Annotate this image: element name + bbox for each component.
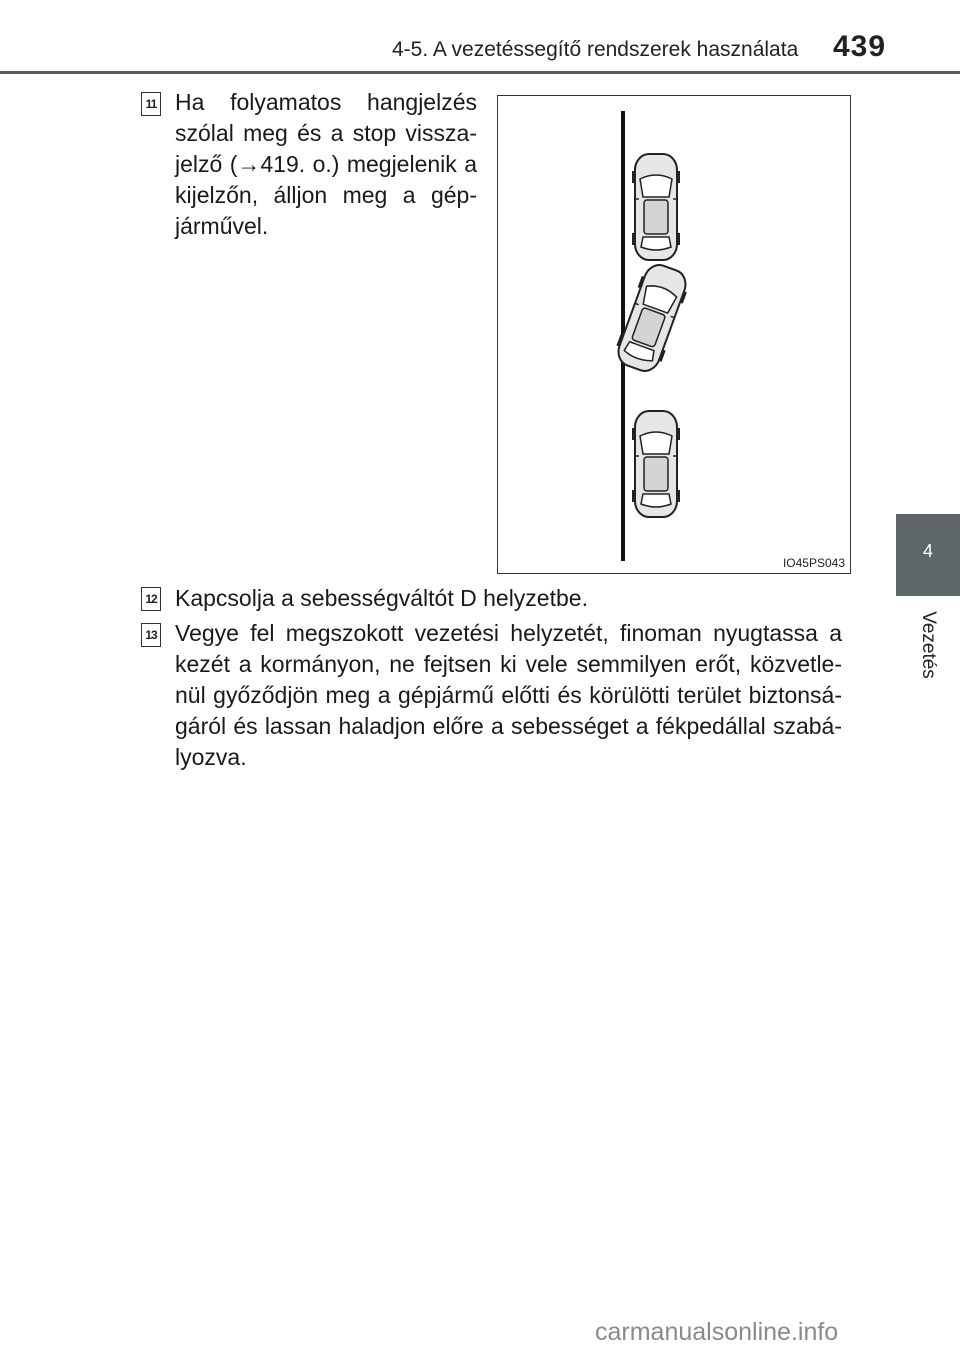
step-number-badge: 12: [141, 587, 161, 611]
section-title: 4-5. A vezetéssegítő rendszerek használata: [392, 38, 799, 61]
car-front: [632, 154, 680, 260]
figure-code: IO45PS043: [782, 556, 845, 570]
step-number-badge: 11: [141, 92, 161, 116]
car-rear: [632, 411, 680, 517]
chapter-tab[interactable]: 4: [896, 514, 960, 596]
step-text: Ha folyamatos hangjelzés szólal meg és a stop vissza-jelző (→419. o.) megjelenik a kijelzőn, álljon meg a gép-járművel.: [175, 89, 477, 239]
parallel-parking-illustration-icon: [498, 96, 850, 573]
step-text: Vegye fel megszokott vezetési helyzetét, finoman nyugtassa a kezét a kormányon, ne fejtsen ki vele semmilyen erőt, közvetle-nül győződjön meg a gépjármű előtti és körülötti terület biztonsá-gáról és lassan haladjon előre a sebességet a fékpedállal szabá-lyozva.: [175, 620, 842, 770]
chapter-label: [918, 605, 938, 685]
page-number: 439: [833, 30, 887, 63]
watermark: carmanualsonline.info: [595, 1318, 839, 1346]
step-number-badge: 13: [141, 623, 161, 647]
step-text: Kapcsolja a sebességváltót D helyzetbe.: [175, 585, 588, 611]
chapter-label-text: Vezetés: [918, 611, 939, 679]
header-divider: [0, 71, 960, 74]
parking-illustration: [497, 95, 851, 574]
